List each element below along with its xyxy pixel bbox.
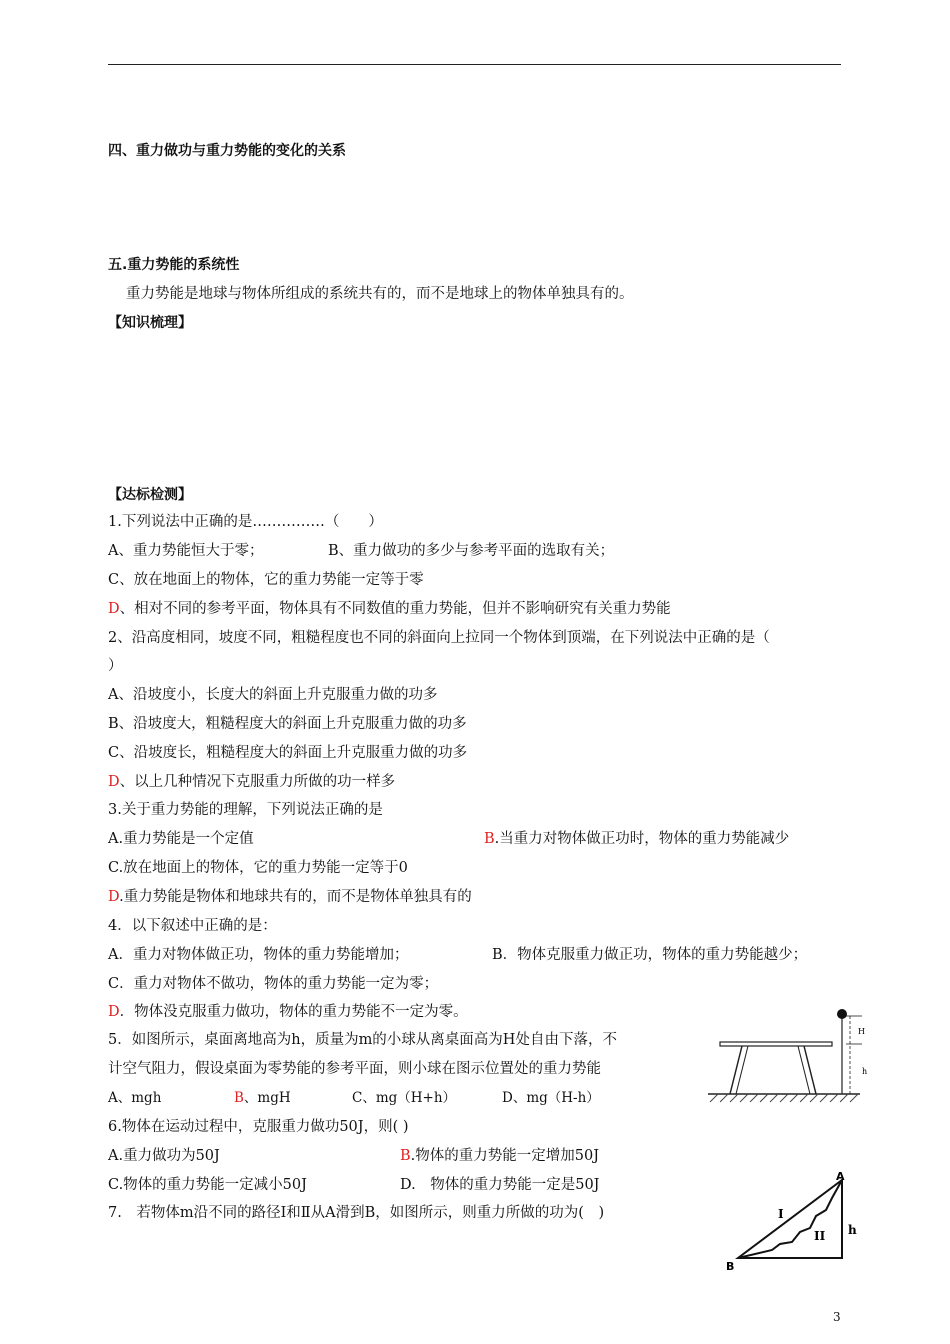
q1-option-a: A、重力势能恒大于零； — [108, 543, 264, 559]
q6-option-c: C.物体的重力势能一定减小50J — [108, 1177, 307, 1193]
label-path-I: I — [778, 1207, 784, 1221]
q4-option-c: C．重力对物体不做功，物体的重力势能一定为零； — [108, 976, 439, 992]
q2-option-b: B、沿坡度大，粗糙程度大的斜面上升克服重力做的功多 — [108, 716, 467, 732]
q2-option-d — [108, 772, 395, 792]
ball — [837, 1009, 847, 1019]
label-A: A — [836, 1170, 845, 1183]
q2-option-c: C、沿坡度长，粗糙程度大的斜面上升克服重力做的功多 — [108, 745, 468, 761]
label-H: H — [858, 1027, 865, 1036]
q1-option-d — [108, 599, 671, 619]
triangle-outline — [738, 1180, 842, 1258]
table-leg-right — [804, 1046, 816, 1094]
header-rule — [108, 64, 841, 65]
q3-option-c: C.放在地面上的物体，它的重力势能一定等于0 — [108, 860, 408, 876]
label-h: h — [848, 1223, 857, 1237]
q6-option-d: D. 物体的重力势能一定是50J — [400, 1177, 600, 1193]
answer-letter: D — [108, 889, 120, 905]
q5-option-b — [234, 1088, 291, 1108]
q4-option-d — [108, 1002, 468, 1022]
q4-option-b: B．物体克服重力做正功，物体的重力势能越少； — [492, 947, 808, 963]
ground-hatching — [710, 1094, 858, 1102]
test-title: 【达标检测】 — [108, 487, 192, 503]
q5-option-d: D、mg（H-h） — [502, 1090, 600, 1106]
q3-option-b-text: .当重力对物体做正功时，物体的重力势能减少 — [494, 831, 790, 847]
label-h: h — [862, 1067, 868, 1076]
q2-stem-line1: 2、沿高度相同，坡度不同，粗糙程度也不同的斜面向上拉同一个物体到顶端，在下列说法中正确的是（ — [108, 630, 770, 646]
q7-stem: 7. 若物体m沿不同的路径Ⅰ和Ⅱ从A滑到B，如图所示，则重力所做的功为( ) — [108, 1205, 605, 1221]
table-ball-figure — [700, 1004, 880, 1110]
label-B: B — [726, 1260, 735, 1273]
answer-letter: D — [108, 601, 120, 617]
q1-option-b: B、重力做功的多少与参考平面的选取有关； — [328, 543, 615, 559]
q6-option-a: A.重力做功为50J — [108, 1148, 220, 1164]
q3-stem: 3.关于重力势能的理解，下列说法正确的是 — [108, 802, 383, 818]
q6-option-b — [400, 1146, 599, 1166]
q3-option-d-text: .重力势能是物体和地球共有的，而不是物体单独具有的 — [119, 889, 472, 905]
q3-option-d — [108, 887, 472, 907]
section5-text: 重力势能是地球与物体所组成的系统共有的，而不是地球上的物体单独具有的。 — [126, 286, 634, 302]
section4-title: 四、重力做功与重力势能的变化的关系 — [108, 143, 346, 159]
section5-title: 五.重力势能的系统性 — [108, 257, 240, 273]
q1-option-c: C、放在地面上的物体，它的重力势能一定等于零 — [108, 572, 424, 588]
answer-letter: D — [108, 774, 120, 790]
q6-stem: 6.物体在运动过程中，克服重力做功50J，则( ) — [108, 1119, 409, 1135]
q4-option-a: A．重力对物体做正功，物体的重力势能增加； — [108, 947, 409, 963]
q5-option-b-text: 、mgH — [243, 1090, 291, 1106]
label-path-II: II — [814, 1229, 826, 1243]
answer-letter: D — [108, 1004, 120, 1020]
table-leg-left-inner — [736, 1046, 748, 1094]
q2-option-d-text: 、以上几种情况下克服重力所做的功一样多 — [119, 774, 396, 790]
q2-option-a: A、沿坡度小，长度大的斜面上升克服重力做的功多 — [108, 687, 438, 703]
q5-option-c: C、mg（H+h） — [352, 1090, 457, 1106]
q4-option-d-text: ．物体没克服重力做功，物体的重力势能不一定为零。 — [119, 1004, 468, 1020]
q2-stem-line2: ） — [108, 658, 123, 674]
answer-letter: B — [400, 1148, 411, 1164]
answer-letter: B — [234, 1090, 244, 1106]
page-number: 3 — [833, 1310, 841, 1324]
q6-option-b-text: .物体的重力势能一定增加50J — [410, 1148, 600, 1164]
table-top — [720, 1042, 832, 1046]
q1-option-d-text: 、相对不同的参考平面，物体具有不同数值的重力势能，但并不影响研究有关重力势能 — [119, 601, 671, 617]
q1-stem: 1.下列说法中正确的是……………（ ） — [108, 514, 383, 530]
table-leg-right-inner — [798, 1046, 810, 1094]
q3-option-a: A.重力势能是一个定值 — [108, 831, 254, 847]
q5-stem-line2: 计空气阻力，假设桌面为零势能的参考平面，则小球在图示位置处的重力势能 — [108, 1061, 601, 1077]
q5-option-a: A、mgh — [108, 1090, 162, 1106]
answer-letter: B — [484, 831, 495, 847]
knowledge-title: 【知识梳理】 — [108, 315, 192, 331]
q5-stem-line1: 5．如图所示，桌面离地高为h，质量为m的小球从离桌面高为H处自由下落，不 — [108, 1032, 617, 1048]
q4-stem: 4．以下叙述中正确的是： — [108, 918, 277, 934]
path-figure — [722, 1170, 862, 1276]
q3-option-b — [484, 829, 789, 849]
table-leg-left — [730, 1046, 742, 1094]
